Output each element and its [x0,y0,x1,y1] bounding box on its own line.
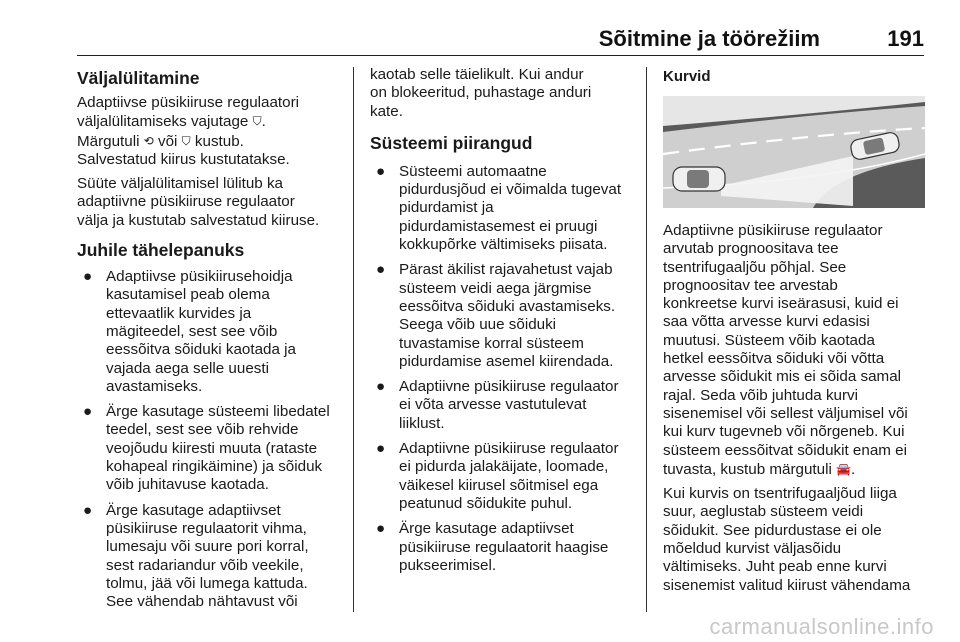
vehicle-ahead-icon: 🚘 [836,461,852,476]
bullet-list-system-limits [370,163,635,575]
list-item [370,163,635,254]
column-1 [77,68,349,618]
column-divider-left [353,67,354,612]
paragraph-curves-1 [663,222,928,479]
column-2 [370,66,635,582]
list-item-text: Ärge kasutage adaptiivset püsikiiruse regulaatorit vihma, lumesaju või suure pori korral, sest radariandur võib veekile, tolmu, jää või lumega kattuda. See vähendab nähtavust või [106,501,309,611]
list-item [370,261,635,371]
list-item-text: Ärge kasutage adaptiivset püsikiiruse regulaatorit haagise pukseerimisel. [399,520,609,574]
bullet-icon: ● [83,268,93,286]
bullet-icon: ● [376,378,386,396]
cruise-control-icon: ⛉ [252,114,262,129]
watermark: carmanualsonline.info [709,614,934,639]
text-segment: Adaptiivne püsikiiruse regulaator arvutab prognoositava tee tsentrifugaaljõu põhjal. See prognoositav tee arvestab konkreetse kurvi iseärasusi, kuid ei saa võtta arvesse kurvi edasisi muutusi. Süsteem võib kaotada hetkel eessõitva sõiduki või võtta arvesse sõidukit mis ei sõida samal rajal. Seda võib juhtuda kurvi sisenemisel või sellest väljumisel või kui kurv tugevneb või nõrgeneb. Kui süsteem eessõitvat sõidukit enam ei tuvasta, kustub märgutuli [663,222,908,478]
heading-driver-notes: Juhile tähelepanuks [77,240,245,261]
bullet-icon: ● [376,520,386,538]
heading-valjalulitamine: Väljalülitamine [77,68,200,88]
text-segment: Adaptiivse püsikiiruse regulaatori väljalülitamiseks vajutage [77,94,300,131]
list-item-text: Adaptiivne püsikiiruse regulaator ei võta arvesse vastutulevat liiklust. [399,378,619,432]
paragraph-curves-2: Kui kurvis on tsentrifugaaljõud liiga suur, aeglustab süsteem veidi sõidukit. See pidurdustase ei ole mõeldud kurvist väljasõidu vältimiseks. Juht peab enne kurvi sisenemist valitud kiirust vähendama [663,485,911,594]
list-item-text: Pärast äkilist rajavahetust vajab süsteem veidi aega järgmise eessõitva sõiduki avastamiseks. Seega võib uue sõiduki tuvastamise korral süsteem pidurdamise asemel kiirendada. [399,261,616,370]
cruise-control-icon: ⛉ [181,133,191,148]
curve-illustration [663,96,925,208]
list-item [77,403,349,494]
bullet-icon: ● [83,403,93,421]
text-segment: kustub. Salvestatud kiirus kustutatakse. [77,132,290,168]
list-item [370,440,635,513]
bullet-list-driver-notes [77,268,349,611]
own-car-icon [673,167,725,191]
list-item-text: Adaptiivne püsikiiruse regulaator ei pidurda jalakäijate, loomade, väikesel kiirusel sõitmisel ega peatunud sõidukite puhul. [399,440,619,512]
heading-curves: Kurvid [663,68,711,85]
list-item [370,520,635,575]
bullet-icon: ● [376,162,386,180]
list-item-text: Ärge kasutage süsteemi libedatel teedel, sest see võib rehvide veojõudu kiiresti muuta (rataste kohapeal ringikäimine) ja sõiduk võib juhitavuse kaotada. [106,403,330,494]
bullet-icon: ● [83,501,93,519]
heading-system-limits: Süsteemi piirangud [370,132,533,153]
paragraph-continuation: kaotab selle täielikult. Kui andur on blokeeritud, puhastage anduri kate. [370,66,592,120]
text-segment: või [158,132,178,150]
column-divider-right [646,67,647,612]
list-item [370,378,635,433]
text-segment: . Märgutuli [77,113,266,150]
column-3 [663,68,928,601]
page-header-title: Sõitmine ja töörežiim [598,26,820,51]
text-segment: . [851,460,856,478]
list-item-text: Adaptiivse püsikiirusehoidja kasutamisel peab olema ettevaatlik kurvides ja mägiteedel, sest see võib eessõitva sõiduki kaotada ja vajada aega selle uuesti avastamiseks. [106,268,296,395]
list-item [77,502,349,612]
bullet-icon: ● [376,440,386,458]
paragraph-switch-off [77,94,349,169]
paragraph-ignition-off: Süüte väljalülitamisel lülitub ka adaptiivne püsikiiruse regulaator välja ja kustutab salvestatud kiiruse. [77,175,320,229]
list-item [77,268,349,396]
header-rule [77,55,924,56]
cruise-standby-icon: ⟲ [143,133,154,148]
page-number: 191 [887,26,924,51]
list-item-text: Süsteemi automaatne pidurdusjõud ei võimalda tugevat pidurdamist ja pidurdamistasemest ei pruugi kokkupõrke vältimiseks piisata. [399,162,622,254]
bullet-icon: ● [376,261,386,279]
